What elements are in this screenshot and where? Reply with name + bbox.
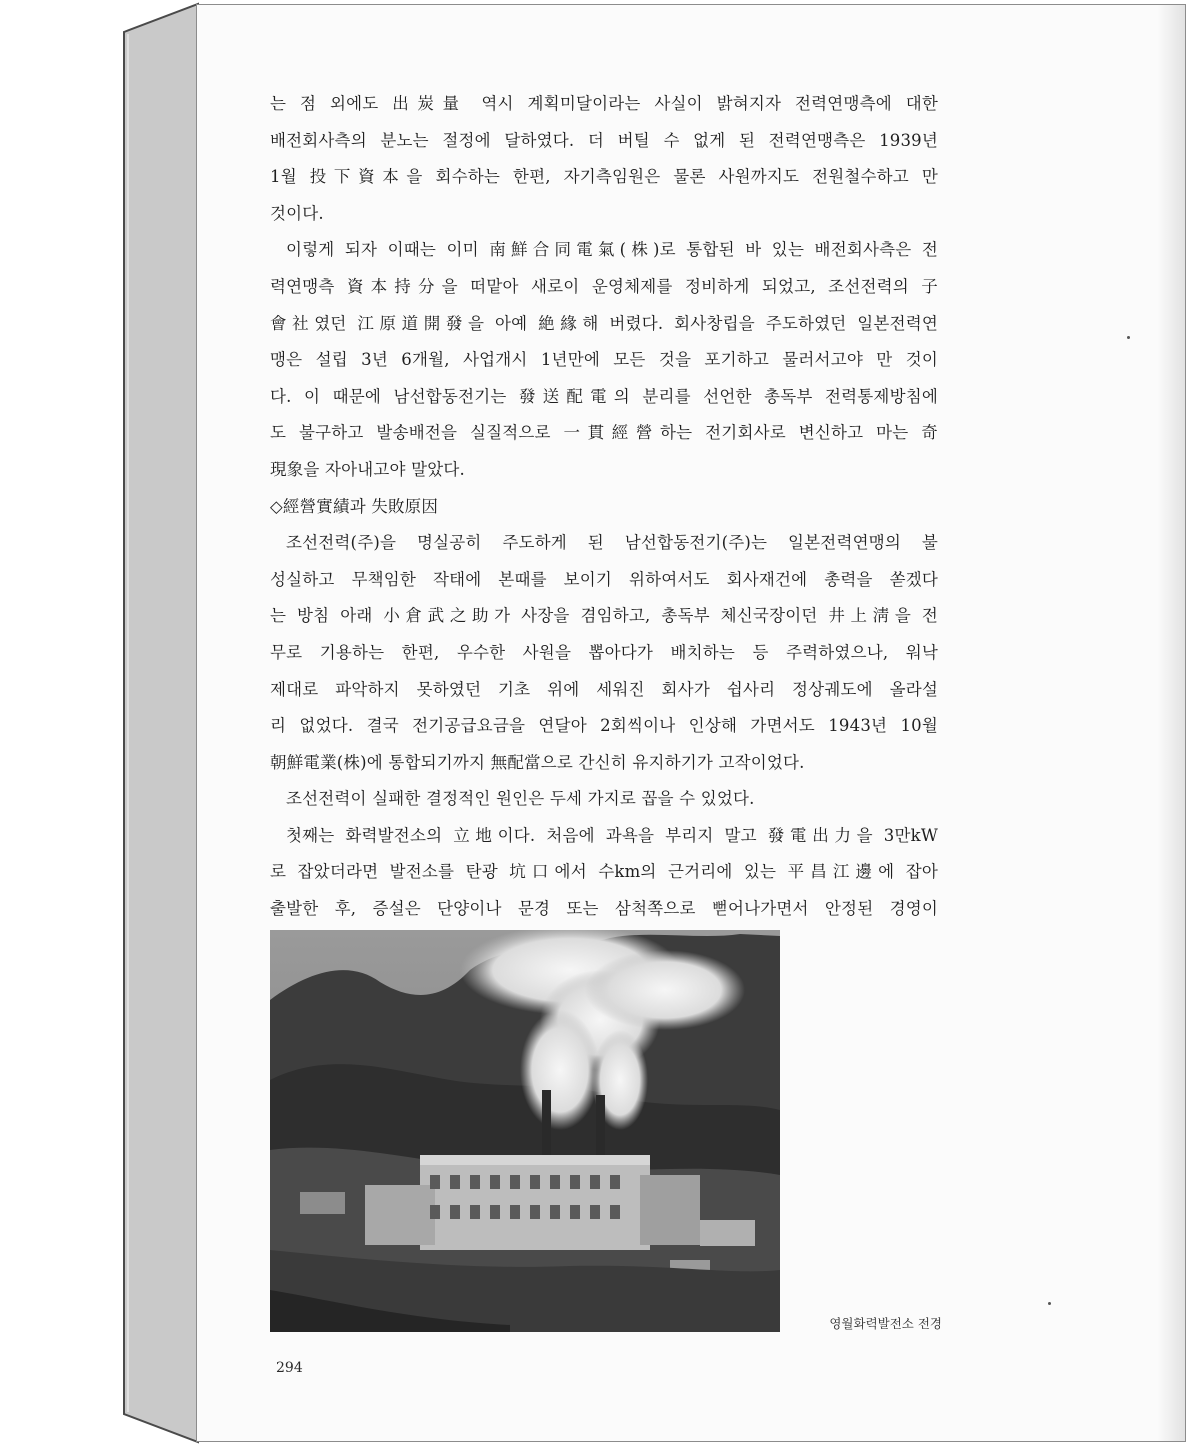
text-line: 것이다.: [270, 203, 324, 223]
text-line: 는 점 외에도 出炭量 역시 계획미달이라는 사실이 밝혀지자 전력연맹측에 대한: [270, 94, 938, 113]
text-line: 1월 投下資本을 회수하는 한편, 자기측임원은 물론 사원까지도 전원철수하고 만: [270, 167, 938, 187]
text-line: 조선전력이 실패한 결정적인 원인은 두세 가지로 꼽을 수 있었다.: [286, 789, 755, 809]
text-line: 무로 기용하는 한편, 우수한 사원을 뽑아다가 배치하는 등 주력하였으나, 워낙: [270, 642, 938, 662]
text-line: 現象을 자아내고야 말았다.: [270, 459, 465, 479]
text-line: 는 방침 아래 小倉武之助가 사장을 겸임하고, 총독부 체신국장이던 井上淸을 전: [270, 606, 938, 626]
text-line: 이렇게 되자 이때는 이미 南鮮合同電氣(株)로 통합된 바 있는 배전회사측은 전: [286, 240, 938, 260]
photo-caption: 영월화력발전소 전경: [829, 1316, 942, 1331]
text-line: 배전회사측의 분노는 절정에 달하였다. 더 버틸 수 없게 된 전력연맹측은 1939년: [270, 130, 938, 150]
text-line: 조선전력(주)을 명실공히 주도하게 된 남선합동전기(주)는 일본전력연맹의 불: [286, 533, 938, 553]
text-line: 리 없었다. 결국 전기공급요금을 연달아 2회씩이나 인상해 가면서도 1943년 10월: [270, 716, 938, 736]
body-text: [270, 86, 938, 928]
text-line: 출발한 후, 증설은 단양이나 문경 또는 삼척쪽으로 뻗어나가면서 안정된 경영이: [270, 899, 938, 919]
text-line: 맹은 설립 3년 6개월, 사업개시 1년만에 모든 것을 포기하고 물러서고야 만 것이: [270, 350, 938, 370]
page-number: 294: [276, 1360, 303, 1376]
text-line: 도 불구하고 발송배전을 실질적으로 一貫經營하는 전기회사로 변신하고 마는 奇: [270, 423, 938, 443]
text-line: 로 잡았더라면 발전소를 탄광 坑口에서 수km의 근거리에 있는 平昌江邊에 잡아: [270, 862, 938, 882]
text-line: 첫째는 화력발전소의 立地이다. 처음에 과욕을 부리지 말고 發電出力을 3만kW: [286, 825, 938, 845]
text-line: 朝鮮電業(株)에 통합되기까지 無配當으로 간신히 유지하기가 고작이었다.: [270, 752, 805, 772]
text-line: 력연맹측 資本持分을 떠맡아 새로이 운영체제를 정비하게 되었고, 조선전력의 子: [270, 276, 938, 296]
book-spine: [0, 0, 200, 1446]
text-line: 다. 이 때문에 남선합동전기는 發送配電의 분리를 선언한 총독부 전력통제방침에: [270, 386, 938, 406]
text-line: 제대로 파악하지 못하였던 기초 위에 세워진 회사가 쉽사리 정상궤도에 올라설: [270, 679, 938, 699]
power-plant-photo: [270, 930, 780, 1332]
text-line: 會社였던 江原道開發을 아예 絶緣해 버렸다. 회사창립을 주도하였던 일본전력연: [270, 313, 938, 333]
text-line: 성실하고 무책임한 작태에 본때를 보이기 위하여서도 회사재건에 총력을 쏟겠다: [270, 569, 938, 589]
section-heading: ◇經營實績과 失敗原因: [270, 496, 439, 516]
